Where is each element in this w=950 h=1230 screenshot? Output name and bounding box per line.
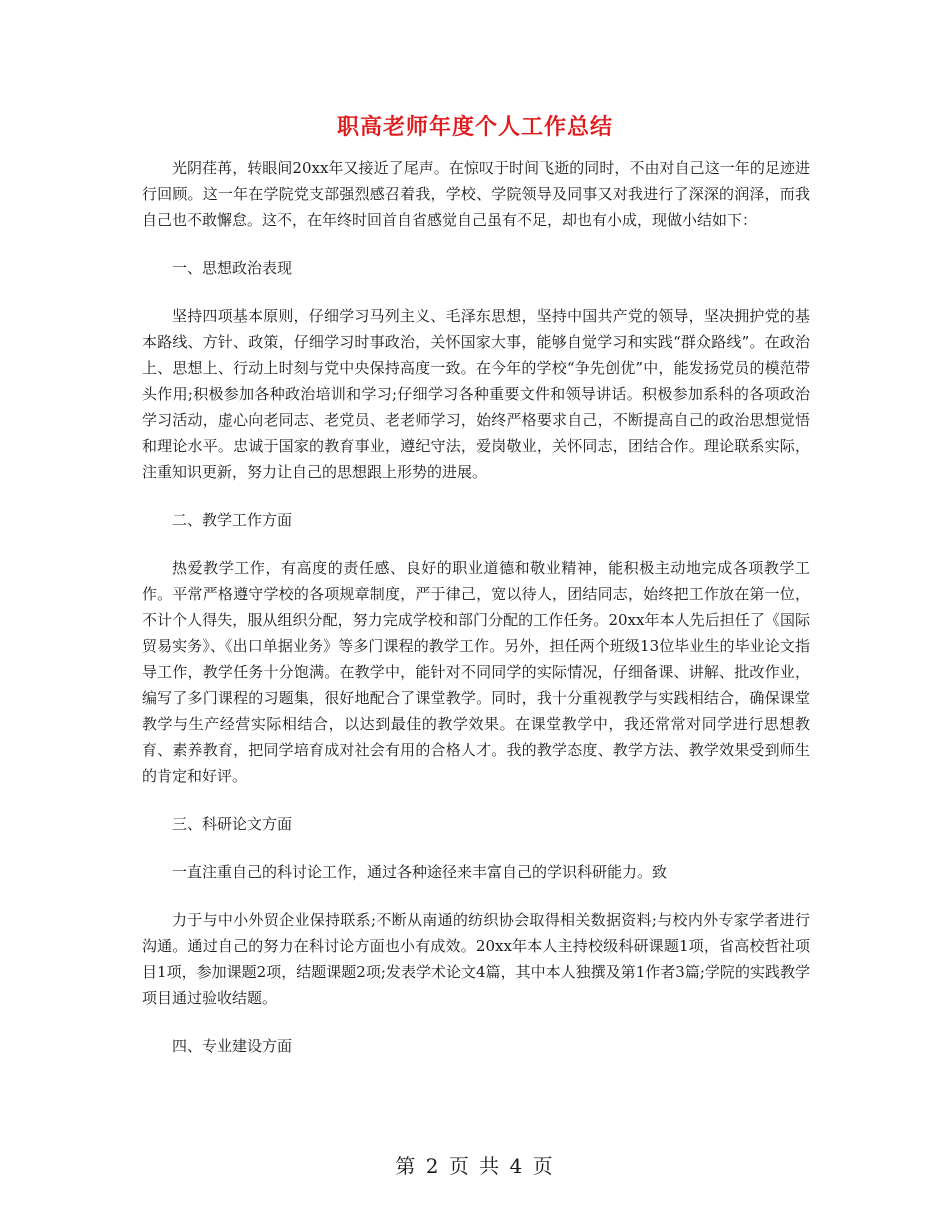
intro-paragraph: 光阴荏苒，转眼间20xx年又接近了尾声。在惊叹于时间飞逝的同时，不由对自己这一年的足迹进行回顾。这一年在学院党支部强烈感召着我，学校、学院领导及同事又对我进行了深深的润泽，而我自己也不敢懈怠。这不，在年终时回首自省感觉自己虽有不足，却也有小成，现做小结如下： (142, 159, 810, 229)
teaching-paragraph: 热爱教学工作，有高度的责任感、良好的职业道德和敬业精神，能积极主动地完成各项教学工作。平常严格遵守学校的各项规章制度，严于律己，宽以待人，团结同志，始终把工作放在第一位，不计个人得失，服从组织分配，努力完成学校和部门分配的工作任务。20xx年本人先后担任了《国际贸易实务》、《出口单据业务》等多门课程的教学工作。另外，担任两个班级13位毕业生的毕业论文指导工作，教学任务十分饱满。在教学中，能针对不同同学的实际情况，仔细备课、讲解、批改作业，编写了多门课程的习题集，很好地配合了课堂教学。同时，我十分重视教学与实践相结合，确保课堂教学与生产经营实际相结合，以达到最佳的教学效果。在课堂教学中，我还常常对同学进行思想教育、素养教育，把同学培育成对社会有用的合格人才。我的教学态度、教学方法、教学效果受到师生的肯定和好评。 (142, 559, 810, 785)
document-title: 职高老师年度个人工作总结 (336, 115, 613, 140)
document-body (142, 155, 810, 1081)
research-paragraph-2: 力于与中小外贸企业保持联系;不断从南通的纺织协会取得相关数据资料;与校内外专家学者进行沟通。通过自己的努力在科讨论方面也小有成效。20xx年本人主持校级科研课题1项，省高校哲社项目1项，参加课题2项，结题课题2项;发表学术论文4篇，其中本人独撰及第1作者3篇;学院的实践教学项目通过验收结题。 (142, 911, 810, 1007)
politics-paragraph: 坚持四项基本原则，仔细学习马列主义、毛泽东思想，坚持中国共产党的领导，坚决拥护党的基本路线、方针、政策，仔细学习时事政治，关怀国家大事，能够自觉学习和实践“群众路线”。在政治上、思想上、行动上时刻与党中央保持高度一致。在今年的学校“争先创优”中，能发扬党员的模范带头作用;积极参加各种政治培训和学习;仔细学习各种重要文件和领导讲话。积极参加系科的各项政治学习活动，虚心向老同志、老党员、老老师学习，始终严格要求自己，不断提高自己的政治思想觉悟和理论水平。忠诚于国家的教育事业，遵纪守法，爱岗敬业，关怀同志，团结合作。理论联系实际，注重知识更新，努力让自己的思想跟上形势的进展。 (142, 307, 810, 481)
research-paragraph-1: 一直注重自己的科讨论工作，通过各种途径来丰富自己的学识科研能力。致 (172, 863, 668, 881)
section-heading-research: 三、科研论文方面 (172, 815, 293, 833)
section-heading-teaching: 二、教学工作方面 (172, 511, 293, 529)
page-number-footer: 第 2 页 共 4 页 (395, 1154, 555, 1178)
section-heading-politics: 一、思想政治表现 (172, 259, 293, 277)
section-heading-specialty: 四、专业建设方面 (172, 1037, 293, 1055)
